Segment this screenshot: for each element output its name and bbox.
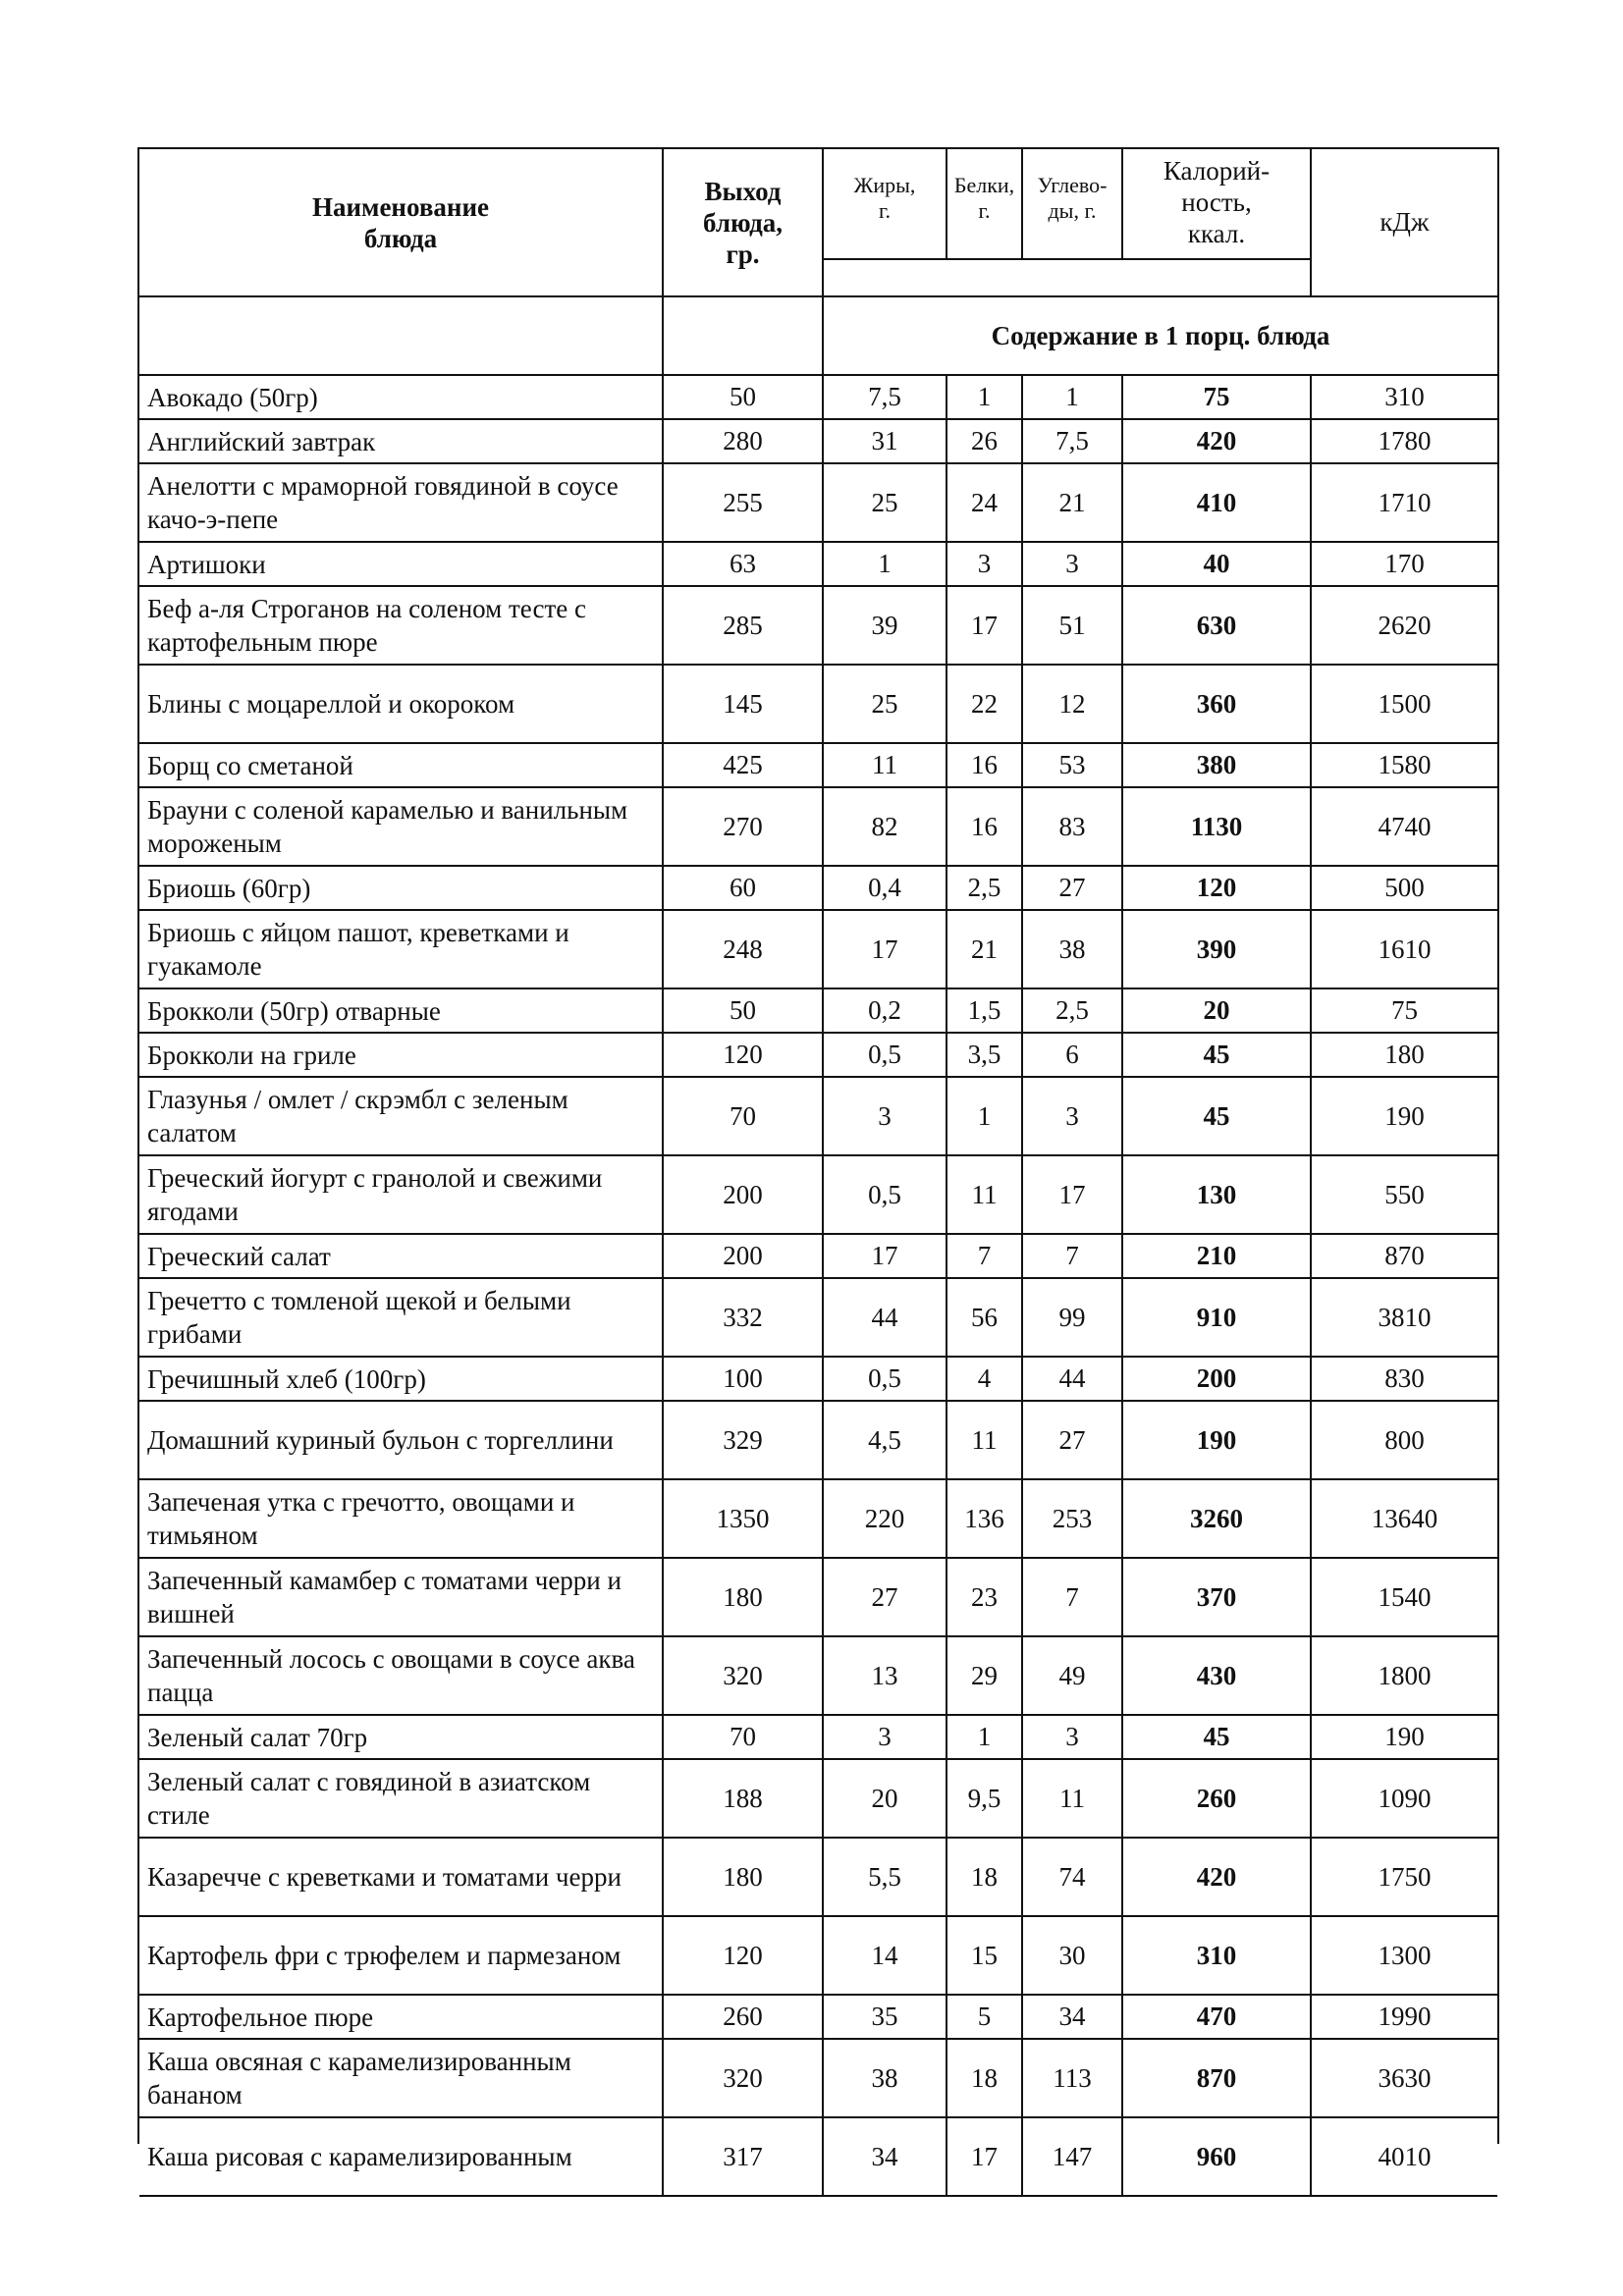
- header-kj: кДж: [1311, 149, 1497, 296]
- yield-cell: 180: [663, 1558, 823, 1636]
- protein-cell: 17: [947, 2117, 1022, 2196]
- calories-cell: 410: [1122, 463, 1311, 542]
- dish-name-cell: Гречетто с томленой щекой и белыми грибами: [139, 1278, 663, 1357]
- dish-name-cell: Зеленый салат с говядиной в азиатском стиле: [139, 1759, 663, 1838]
- table-row: [139, 1479, 1497, 1558]
- yield-cell: 317: [663, 2117, 823, 2196]
- calories-cell: 190: [1122, 1401, 1311, 1479]
- fat-cell: 31: [823, 419, 947, 463]
- fat-cell: 220: [823, 1479, 947, 1558]
- kj-cell: 190: [1311, 1077, 1497, 1155]
- dish-name-cell: Каша овсяная с карамелизированным бананом: [139, 2039, 663, 2117]
- fat-cell: 13: [823, 1636, 947, 1715]
- kj-cell: 190: [1311, 1715, 1497, 1759]
- calories-cell: 1130: [1122, 787, 1311, 866]
- carbs-cell: 83: [1022, 787, 1122, 866]
- header-calories: Калорий- ность, ккал.: [1122, 149, 1311, 259]
- dish-name-cell: Английский завтрак: [139, 419, 663, 463]
- table-row: [139, 542, 1497, 586]
- carbs-cell: 253: [1022, 1479, 1122, 1558]
- protein-cell: 21: [947, 910, 1022, 988]
- carbs-cell: 6: [1022, 1033, 1122, 1077]
- yield-cell: 120: [663, 1916, 823, 1995]
- fat-cell: 7,5: [823, 375, 947, 419]
- protein-cell: 7: [947, 1234, 1022, 1278]
- yield-cell: 248: [663, 910, 823, 988]
- table-row: [139, 1033, 1497, 1077]
- fat-cell: 3: [823, 1715, 947, 1759]
- header-spacer: [823, 259, 1311, 296]
- fat-cell: 17: [823, 910, 947, 988]
- yield-cell: 63: [663, 542, 823, 586]
- table-row: [139, 463, 1497, 542]
- carbs-cell: 51: [1022, 586, 1122, 665]
- table-row: [139, 1995, 1497, 2039]
- header-yield-blank: [663, 296, 823, 375]
- table-row: [139, 743, 1497, 787]
- dish-name-cell: Каша рисовая с карамелизированным: [139, 2117, 663, 2196]
- protein-cell: 1: [947, 375, 1022, 419]
- fat-cell: 25: [823, 463, 947, 542]
- fat-cell: 27: [823, 1558, 947, 1636]
- protein-cell: 17: [947, 586, 1022, 665]
- table-row: [139, 1077, 1497, 1155]
- table-row: [139, 1401, 1497, 1479]
- yield-cell: 280: [663, 419, 823, 463]
- dish-name-cell: Бриошь (60гр): [139, 866, 663, 910]
- dish-name-cell: Анелотти с мраморной говядиной в соусе качо-э-пепе: [139, 463, 663, 542]
- kj-cell: 1710: [1311, 463, 1497, 542]
- carbs-cell: 2,5: [1022, 988, 1122, 1033]
- dish-name-cell: Беф а-ля Строганов на соленом тесте с картофельным пюре: [139, 586, 663, 665]
- yield-cell: 332: [663, 1278, 823, 1357]
- dish-name-cell: Брокколи (50гр) отварные: [139, 988, 663, 1033]
- yield-cell: 180: [663, 1838, 823, 1916]
- dish-name-cell: Греческий салат: [139, 1234, 663, 1278]
- calories-cell: 430: [1122, 1636, 1311, 1715]
- protein-cell: 136: [947, 1479, 1022, 1558]
- kj-cell: 3630: [1311, 2039, 1497, 2117]
- kj-cell: 870: [1311, 1234, 1497, 1278]
- calories-cell: 45: [1122, 1715, 1311, 1759]
- carbs-cell: 147: [1022, 2117, 1122, 2196]
- protein-cell: 23: [947, 1558, 1022, 1636]
- carbs-cell: 3: [1022, 1715, 1122, 1759]
- yield-cell: 270: [663, 787, 823, 866]
- fat-cell: 3: [823, 1077, 947, 1155]
- protein-cell: 11: [947, 1155, 1022, 1234]
- fat-cell: 20: [823, 1759, 947, 1838]
- header-yield: Выход блюда, гр.: [663, 149, 823, 296]
- protein-cell: 5: [947, 1995, 1022, 2039]
- yield-cell: 200: [663, 1234, 823, 1278]
- carbs-cell: 27: [1022, 1401, 1122, 1479]
- header-carbs: Углево- ды, г.: [1022, 149, 1122, 259]
- yield-cell: 100: [663, 1357, 823, 1401]
- protein-cell: 15: [947, 1916, 1022, 1995]
- table-row: [139, 665, 1497, 743]
- protein-cell: 16: [947, 787, 1022, 866]
- calories-cell: 420: [1122, 1838, 1311, 1916]
- dish-name-cell: Гречишный хлеб (100гр): [139, 1357, 663, 1401]
- fat-cell: 44: [823, 1278, 947, 1357]
- dish-name-cell: Блины с моцареллой и окороком: [139, 665, 663, 743]
- dish-name-cell: Бриошь с яйцом пашот, креветками и гуакамоле: [139, 910, 663, 988]
- yield-cell: 60: [663, 866, 823, 910]
- dish-name-cell: Домашний куриный бульон с торгеллини: [139, 1401, 663, 1479]
- protein-cell: 18: [947, 2039, 1022, 2117]
- yield-cell: 70: [663, 1077, 823, 1155]
- table-row: [139, 787, 1497, 866]
- carbs-cell: 7: [1022, 1558, 1122, 1636]
- calories-cell: 390: [1122, 910, 1311, 988]
- calories-cell: 470: [1122, 1995, 1311, 2039]
- fat-cell: 38: [823, 2039, 947, 2117]
- kj-cell: 75: [1311, 988, 1497, 1033]
- table-row: [139, 910, 1497, 988]
- carbs-cell: 21: [1022, 463, 1122, 542]
- fat-cell: 4,5: [823, 1401, 947, 1479]
- fat-cell: 0,2: [823, 988, 947, 1033]
- protein-cell: 56: [947, 1278, 1022, 1357]
- dish-name-cell: Запеченный лосось с овощами в соусе аква пацца: [139, 1636, 663, 1715]
- carbs-cell: 17: [1022, 1155, 1122, 1234]
- dish-name-cell: Казаречче с креветками и томатами черри: [139, 1838, 663, 1916]
- yield-cell: 320: [663, 2039, 823, 2117]
- protein-cell: 9,5: [947, 1759, 1022, 1838]
- dish-name-cell: Запеченный камамбер с томатами черри и вишней: [139, 1558, 663, 1636]
- calories-cell: 630: [1122, 586, 1311, 665]
- fat-cell: 1: [823, 542, 947, 586]
- kj-cell: 500: [1311, 866, 1497, 910]
- calories-cell: 910: [1122, 1278, 1311, 1357]
- kj-cell: 800: [1311, 1401, 1497, 1479]
- carbs-cell: 1: [1022, 375, 1122, 419]
- fat-cell: 82: [823, 787, 947, 866]
- calories-cell: 260: [1122, 1759, 1311, 1838]
- table-row: [139, 586, 1497, 665]
- kj-cell: 3810: [1311, 1278, 1497, 1357]
- yield-cell: 120: [663, 1033, 823, 1077]
- kj-cell: 2620: [1311, 586, 1497, 665]
- kj-cell: 1090: [1311, 1759, 1497, 1838]
- yield-cell: 70: [663, 1715, 823, 1759]
- fat-cell: 14: [823, 1916, 947, 1995]
- header-dish-name: Наименование блюда: [139, 149, 663, 296]
- carbs-cell: 12: [1022, 665, 1122, 743]
- kj-cell: 1750: [1311, 1838, 1497, 1916]
- fat-cell: 0,4: [823, 866, 947, 910]
- header-name-blank: [139, 296, 663, 375]
- header-per-portion: Содержание в 1 порц. блюда: [823, 296, 1497, 375]
- protein-cell: 1: [947, 1077, 1022, 1155]
- calories-cell: 310: [1122, 1916, 1311, 1995]
- carbs-cell: 3: [1022, 542, 1122, 586]
- calories-cell: 960: [1122, 2117, 1311, 2196]
- kj-cell: 1990: [1311, 1995, 1497, 2039]
- fat-cell: 17: [823, 1234, 947, 1278]
- protein-cell: 2,5: [947, 866, 1022, 910]
- calories-cell: 75: [1122, 375, 1311, 419]
- kj-cell: 1540: [1311, 1558, 1497, 1636]
- protein-cell: 3: [947, 542, 1022, 586]
- table-row: [139, 1357, 1497, 1401]
- table-row: [139, 866, 1497, 910]
- table-row: [139, 1278, 1497, 1357]
- fat-cell: 39: [823, 586, 947, 665]
- kj-cell: 4010: [1311, 2117, 1497, 2196]
- carbs-cell: 34: [1022, 1995, 1122, 2039]
- kj-cell: 1800: [1311, 1636, 1497, 1715]
- calories-cell: 370: [1122, 1558, 1311, 1636]
- table-row: [139, 1636, 1497, 1715]
- yield-cell: 50: [663, 375, 823, 419]
- calories-cell: 870: [1122, 2039, 1311, 2117]
- yield-cell: 255: [663, 463, 823, 542]
- table-row: [139, 1759, 1497, 1838]
- nutrition-table: [139, 149, 1497, 2197]
- calories-cell: 360: [1122, 665, 1311, 743]
- protein-cell: 22: [947, 665, 1022, 743]
- fat-cell: 11: [823, 743, 947, 787]
- fat-cell: 5,5: [823, 1838, 947, 1916]
- dish-name-cell: Картофельное пюре: [139, 1995, 663, 2039]
- calories-cell: 120: [1122, 866, 1311, 910]
- protein-cell: 24: [947, 463, 1022, 542]
- calories-cell: 210: [1122, 1234, 1311, 1278]
- table-row: [139, 988, 1497, 1033]
- protein-cell: 16: [947, 743, 1022, 787]
- table-row: [139, 2117, 1497, 2196]
- carbs-cell: 49: [1022, 1636, 1122, 1715]
- kj-cell: 1500: [1311, 665, 1497, 743]
- calories-cell: 420: [1122, 419, 1311, 463]
- yield-cell: 188: [663, 1759, 823, 1838]
- yield-cell: 200: [663, 1155, 823, 1234]
- table-row: [139, 1558, 1497, 1636]
- calories-cell: 130: [1122, 1155, 1311, 1234]
- kj-cell: 4740: [1311, 787, 1497, 866]
- kj-cell: 180: [1311, 1033, 1497, 1077]
- yield-cell: 285: [663, 586, 823, 665]
- kj-cell: 170: [1311, 542, 1497, 586]
- fat-cell: 35: [823, 1995, 947, 2039]
- carbs-cell: 53: [1022, 743, 1122, 787]
- calories-cell: 200: [1122, 1357, 1311, 1401]
- protein-cell: 3,5: [947, 1033, 1022, 1077]
- protein-cell: 1: [947, 1715, 1022, 1759]
- calories-cell: 3260: [1122, 1479, 1311, 1558]
- yield-cell: 260: [663, 1995, 823, 2039]
- table-row: [139, 1234, 1497, 1278]
- header-fat: Жиры, г.: [823, 149, 947, 259]
- dish-name-cell: Глазунья / омлет / скрэмбл с зеленым салатом: [139, 1077, 663, 1155]
- kj-cell: 1300: [1311, 1916, 1497, 1995]
- carbs-cell: 44: [1022, 1357, 1122, 1401]
- table-row: [139, 419, 1497, 463]
- header-protein: Белки, г.: [947, 149, 1022, 259]
- table-row: [139, 1715, 1497, 1759]
- carbs-cell: 99: [1022, 1278, 1122, 1357]
- protein-cell: 29: [947, 1636, 1022, 1715]
- fat-cell: 0,5: [823, 1155, 947, 1234]
- yield-cell: 329: [663, 1401, 823, 1479]
- carbs-cell: 27: [1022, 866, 1122, 910]
- table-row: [139, 1838, 1497, 1916]
- dish-name-cell: Борщ со сметаной: [139, 743, 663, 787]
- kj-cell: 13640: [1311, 1479, 1497, 1558]
- kj-cell: 1780: [1311, 419, 1497, 463]
- fat-cell: 34: [823, 2117, 947, 2196]
- calories-cell: 380: [1122, 743, 1311, 787]
- dish-name-cell: Запеченая утка с гречотто, овощами и тимьяном: [139, 1479, 663, 1558]
- yield-cell: 1350: [663, 1479, 823, 1558]
- fat-cell: 0,5: [823, 1357, 947, 1401]
- nutrition-table-frame: [137, 147, 1499, 2171]
- dish-name-cell: Греческий йогурт с гранолой и свежими ягодами: [139, 1155, 663, 1234]
- dish-name-cell: Брокколи на гриле: [139, 1033, 663, 1077]
- yield-cell: 425: [663, 743, 823, 787]
- calories-cell: 40: [1122, 542, 1311, 586]
- yield-cell: 320: [663, 1636, 823, 1715]
- protein-cell: 11: [947, 1401, 1022, 1479]
- fat-cell: 25: [823, 665, 947, 743]
- protein-cell: 1,5: [947, 988, 1022, 1033]
- dish-name-cell: Артишоки: [139, 542, 663, 586]
- kj-cell: 1580: [1311, 743, 1497, 787]
- carbs-cell: 30: [1022, 1916, 1122, 1995]
- kj-cell: 1610: [1311, 910, 1497, 988]
- carbs-cell: 38: [1022, 910, 1122, 988]
- dish-name-cell: Брауни с соленой карамелью и ванильным мороженым: [139, 787, 663, 866]
- yield-cell: 50: [663, 988, 823, 1033]
- fat-cell: 0,5: [823, 1033, 947, 1077]
- kj-cell: 310: [1311, 375, 1497, 419]
- kj-cell: 830: [1311, 1357, 1497, 1401]
- table-row: [139, 375, 1497, 419]
- dish-name-cell: Авокадо (50гр): [139, 375, 663, 419]
- carbs-cell: 3: [1022, 1077, 1122, 1155]
- kj-cell: 550: [1311, 1155, 1497, 1234]
- dish-name-cell: Зеленый салат 70гр: [139, 1715, 663, 1759]
- table-row: [139, 1155, 1497, 1234]
- protein-cell: 18: [947, 1838, 1022, 1916]
- carbs-cell: 113: [1022, 2039, 1122, 2117]
- table-row: [139, 2039, 1497, 2117]
- yield-cell: 145: [663, 665, 823, 743]
- carbs-cell: 74: [1022, 1838, 1122, 1916]
- calories-cell: 20: [1122, 988, 1311, 1033]
- calories-cell: 45: [1122, 1077, 1311, 1155]
- protein-cell: 4: [947, 1357, 1022, 1401]
- carbs-cell: 7,5: [1022, 419, 1122, 463]
- calories-cell: 45: [1122, 1033, 1311, 1077]
- carbs-cell: 11: [1022, 1759, 1122, 1838]
- table-row: [139, 1916, 1497, 1995]
- protein-cell: 26: [947, 419, 1022, 463]
- dish-name-cell: Картофель фри с трюфелем и пармезаном: [139, 1916, 663, 1995]
- carbs-cell: 7: [1022, 1234, 1122, 1278]
